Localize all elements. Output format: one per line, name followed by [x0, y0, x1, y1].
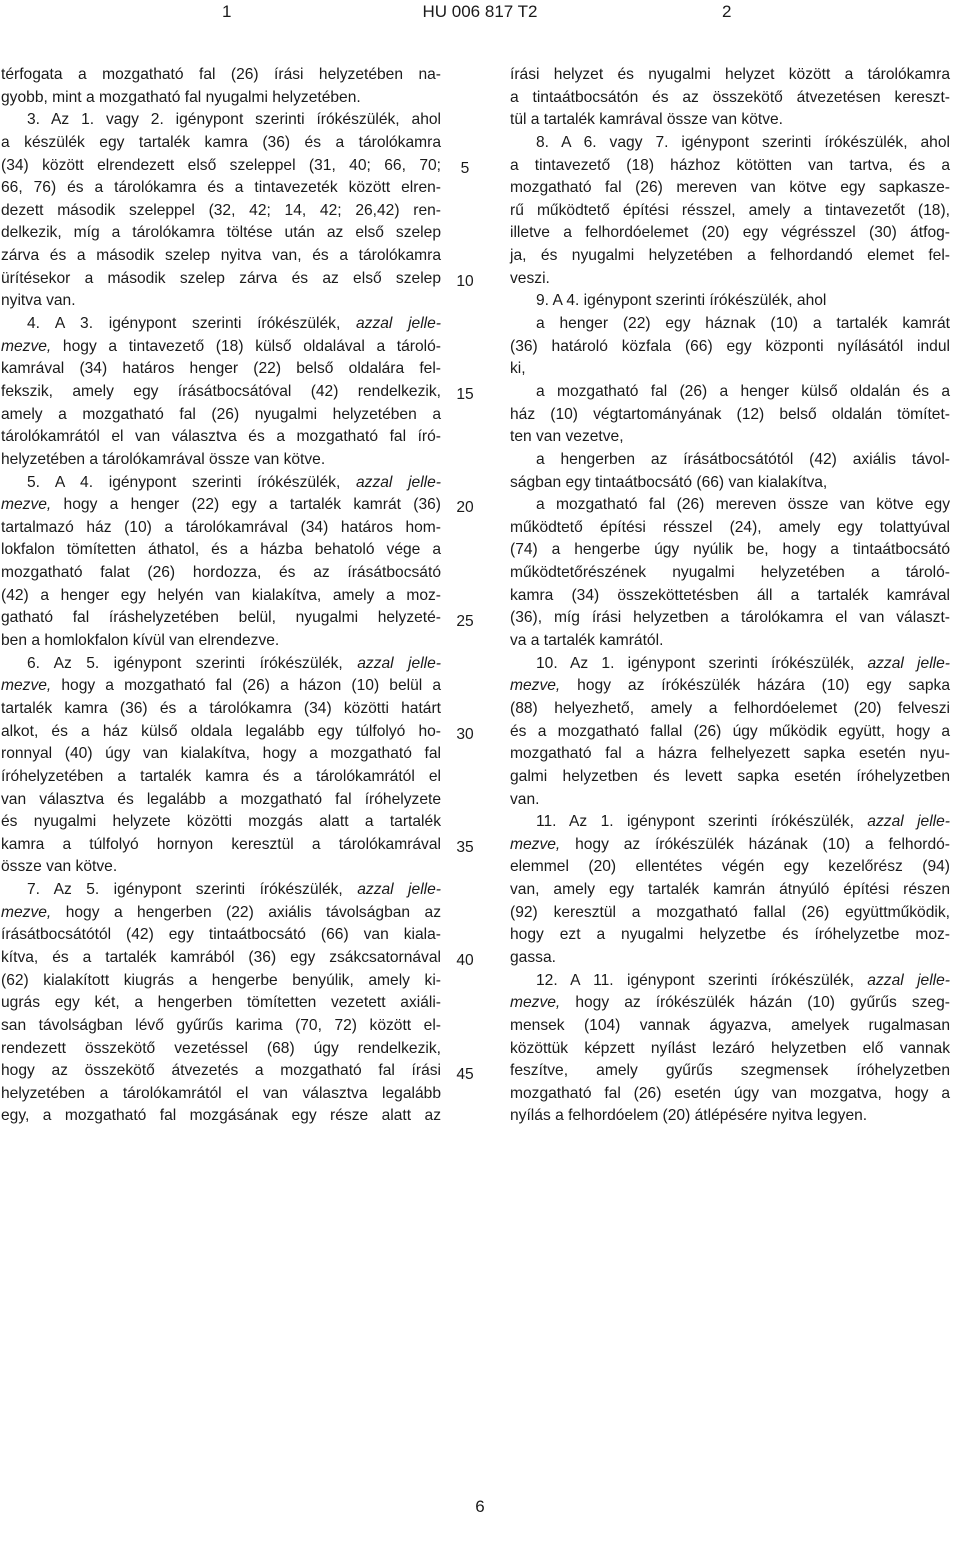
- text-line: íróhelyzetében a tartalék kamra és a tárolókamrától el: [1, 767, 441, 785]
- text-line: (36), míg írási helyzetben a tárolókamra el van választ-: [510, 609, 950, 627]
- text-line: veszi.: [510, 269, 550, 287]
- left-text-column: [1, 64, 441, 1128]
- text-line: mezve, hogy a tintavezető (18) külső oldalával a tároló-: [1, 337, 441, 355]
- page-number: 6: [475, 1497, 485, 1516]
- line-number: 45: [456, 1065, 474, 1083]
- text-line: közöttük képzett nyílást lezáró helyzetben elő vannak: [510, 1039, 950, 1057]
- text-line: tartalék kamra (36) és a tárolókamra (34) közötti határt: [1, 699, 441, 717]
- text-line: ronnyal (40) úgy van kialakítva, hogy a mozgatható fal: [1, 745, 441, 763]
- text-line: alkot, és a ház külső oldala legalább egy túlfolyó ho-: [1, 722, 441, 740]
- text-line: kítva, és a tartalék kamrából (36) egy zsákcsatornával: [1, 948, 441, 966]
- text-line: ki,: [510, 360, 526, 378]
- text-line: írásátbocsátótól (42) egy tintaátbocsátó (66) van kiala-: [1, 926, 441, 944]
- text-line: (36) határoló közfala (66) egy központi nyílásától indul: [510, 337, 950, 355]
- text-line: tartalmazó ház (10) a tárolókamrával (34) határos hom-: [1, 518, 441, 536]
- text-line: ten van vezetve,: [510, 428, 624, 446]
- text-line: és nyugalmi helyzete közötti mozgás alatt a tartalék: [1, 813, 441, 831]
- line-number: 15: [456, 386, 474, 404]
- text-line: ságban egy tintaátbocsátó (66) van kialakítva,: [510, 473, 828, 491]
- text-line: ben a homlokfalon kívül van elrendezve.: [1, 632, 280, 650]
- text-line: hogy az összekötő átvezetés a mozgatható fal írási: [1, 1062, 441, 1080]
- text-line: egy, a mozgatható fal mozgásának egy része alatt az: [1, 1107, 441, 1125]
- text-line: van, amely egy tartalék kamrán átnyúló építési részen: [510, 881, 950, 899]
- text-line: térfogata a mozgatható fal (26) írási helyzetében na-: [1, 66, 441, 83]
- line-number: 5: [460, 159, 470, 177]
- text-line: 4. A 3. igénypont szerinti írókészülék, azzal jelle-: [27, 315, 441, 333]
- text-line: tárolókamrától el van választva és a mozgatható fal író-: [1, 428, 441, 446]
- text-line: gatható fal íráshelyzetében belül, nyugalmi helyzeté-: [1, 609, 441, 627]
- text-line: 7. Az 5. igénypont szerinti írókészülék, azzal jelle-: [27, 881, 441, 899]
- text-line: 3. Az 1. vagy 2. igénypont szerinti írókészülék, ahol: [27, 111, 441, 129]
- text-line: van választva és legalább a mozgatható fal íróhelyzete: [1, 790, 441, 808]
- text-line: a mozgatható fal (26) a henger külső oldalán és a: [536, 382, 950, 400]
- text-line: mozgatható fal (26) esetén úgy van mozgatva, hogy a: [510, 1084, 950, 1102]
- line-number: 30: [456, 725, 474, 743]
- text-line: ürítésekor a második szelep zárva és az első szelep: [1, 269, 441, 287]
- text-line: (88) helyezhető, amely a felhordóelemet (20) felveszi: [510, 699, 950, 717]
- line-number: 40: [456, 952, 474, 970]
- line-number: 35: [456, 839, 474, 857]
- text-line: mezve, hogy a hengerben (22) axiális távolságban az: [1, 903, 441, 921]
- text-line: (42) a henger egy helyén van kialakítva, amely a moz-: [1, 586, 441, 604]
- text-line: a henger (22) egy háznak (10) a tartalék kamrát: [536, 315, 950, 333]
- text-line: 10. Az 1. igénypont szerinti írókészülék, azzal jelle-: [536, 654, 950, 672]
- text-line: zárva és a második szelep nyitva van, és a tárolókamra: [1, 247, 441, 265]
- text-line: ja, és nyugalmi helyzetében a felhordandó elemet fel-: [510, 247, 950, 265]
- text-line: (74) a hengerbe úgy nyúlik be, hogy a tintaátbocsátó: [510, 541, 950, 559]
- text-line: mozgatható fal a házra felhelyezett sapka esetén nyu-: [510, 745, 950, 763]
- text-line: feszítve, amely gyűrűs szegmensek íróhelyzetben: [510, 1062, 950, 1080]
- text-line: nyitva van.: [1, 292, 76, 310]
- line-number: 10: [456, 272, 474, 290]
- text-line: (34) között elrendezett első szeleppel (31, 40; 66, 70;: [1, 156, 441, 174]
- text-line: működtetőrészének nyugalmi helyzetében a tároló-: [510, 564, 950, 582]
- text-line: a tintaátbocsátón és az összekötő átvezetésen kereszt-: [510, 88, 950, 106]
- text-line: ház (10) végtartományának (12) belső oldalán tömítet-: [510, 405, 950, 423]
- text-line: kamrával (34) határos henger (22) belső oldalára fel-: [1, 360, 441, 378]
- text-line: gassa.: [510, 948, 556, 966]
- text-line: 66, 76) és a tárolókamra és a tintavezeték között elren-: [1, 179, 441, 197]
- text-line: írási helyzet és nyugalmi helyzet között a tárolókamra: [510, 66, 950, 83]
- header-page-right: 2: [722, 2, 732, 21]
- text-line: mensek (104) vannak ágyazva, amelyek rugalmasan: [510, 1016, 950, 1034]
- text-line: a hengerben az írásátbocsátótól (42) axiális távol-: [536, 450, 950, 468]
- text-line: a tintavezető (18) házhoz kötötten van tartva, és a: [510, 156, 950, 174]
- text-line: hogy ezt a nyugalmi helyzetbe és íróhelyzetbe moz-: [510, 926, 950, 944]
- header-page-left: 1: [222, 2, 232, 21]
- text-line: illetve a felhordóelemet (20) egy végrésszel (30) átfog-: [510, 224, 950, 242]
- text-line: mezve, hogy az írókészülék házának (10) a felhordó-: [510, 835, 950, 853]
- text-line: (62) kialakított kiugrás a hengerbe benyúlik, amely ki-: [1, 971, 441, 989]
- text-line: 9. A 4. igénypont szerinti írókészülék, ahol: [536, 292, 827, 310]
- text-line: amely a mozgatható fal (26) nyugalmi helyzetében a: [1, 405, 441, 423]
- text-line: ugrás egy két, a hengerben tömítetten vezetett axiáli-: [1, 994, 441, 1012]
- text-line: van.: [510, 790, 540, 808]
- text-line: 11. Az 1. igénypont szerinti írókészülék, azzal jelle-: [536, 813, 950, 831]
- text-line: mezve, hogy az írókészülék házán (10) gyűrűs szeg-: [510, 994, 950, 1012]
- text-line: kamra (34) összeköttetésben áll a tartalék kamrával: [510, 586, 950, 604]
- text-line: mezve, hogy az írókészülék házára (10) egy sapka: [510, 677, 950, 695]
- text-line: dezett második szeleppel (32, 42; 14, 42; 26,42) ren-: [1, 201, 441, 219]
- text-line: delkezik, míg a tárolókamra töltése után az első szelep: [1, 224, 441, 242]
- text-line: működtető építési résszel (24), amely egy tolattyúval: [510, 518, 950, 536]
- line-number: 20: [456, 499, 474, 517]
- text-line: és a mozgatható fallal (26) úgy működik együtt, hogy a: [510, 722, 950, 740]
- line-number: 25: [456, 612, 474, 630]
- text-line: össze van kötve.: [1, 858, 118, 876]
- text-line: tül a tartalék kamrával össze van kötve.: [510, 111, 784, 129]
- text-line: rű működtető építési résszel, amely a tintavezetőt (18),: [510, 201, 950, 219]
- text-line: lokfalon tömítetten áthatol, és a házba behatoló vége a: [1, 541, 441, 559]
- text-line: 12. A 11. igénypont szerinti írókészülék, azzal jelle-: [536, 971, 950, 989]
- text-line: nyílás a felhordóelem (20) átlépésére nyitva legyen.: [510, 1107, 868, 1125]
- text-line: mezve, hogy a mozgatható fal (26) a házon (10) belül a: [1, 677, 441, 695]
- text-line: fekszik, amely egy írásátbocsátóval (42) rendelkezik,: [1, 382, 441, 400]
- text-line: helyzetében a tárolókamrával össze van kötve.: [1, 450, 326, 468]
- text-line: 8. A 6. vagy 7. igénypont szerinti írókészülék, ahol: [536, 133, 950, 151]
- right-text-column: [510, 64, 950, 1128]
- text-line: galmi helyzetben és levett sapka esetén íróhelyzetben: [510, 767, 950, 785]
- text-line: elemmel (20) ellentétes végén egy kezelőrész (94): [510, 858, 950, 876]
- text-line: a mozgatható fal (26) mereven össze van kötve egy: [536, 496, 950, 514]
- text-line: gyobb, mint a mozgatható fal nyugalmi helyzetében.: [1, 88, 361, 106]
- text-line: a készülék egy tartalék kamra (36) és a tárolókamra: [1, 133, 441, 151]
- text-line: 6. Az 5. igénypont szerinti írókészülék, azzal jelle-: [27, 654, 441, 672]
- text-line: mozgatható fal (26) mereven van kötve egy sapkasze-: [510, 179, 950, 197]
- text-line: mozgatható falat (26) hordozza, és az írásátbocsátó: [1, 564, 441, 582]
- text-line: (92) keresztül a mozgatható fallal (26) együttműködik,: [510, 903, 950, 921]
- text-line: mezve, hogy a henger (22) egy a tartalék kamrát (36): [1, 496, 441, 514]
- text-line: kamra a túlfolyó hornyon keresztül a tárolókamrával: [1, 835, 441, 853]
- text-line: 5. A 4. igénypont szerinti írókészülék, azzal jelle-: [27, 473, 441, 491]
- text-line: helyzetében a tárolókamrától el van választva legalább: [1, 1084, 441, 1102]
- text-line: rendezett összekötő vezetéssel (68) úgy rendelkezik,: [1, 1039, 441, 1057]
- text-line: va a tartalék kamrától.: [510, 632, 664, 650]
- header-document-number: HU 006 817 T2: [422, 2, 538, 21]
- text-line: san távolságban lévő gyűrűs karima (70, 72) között el-: [1, 1016, 441, 1034]
